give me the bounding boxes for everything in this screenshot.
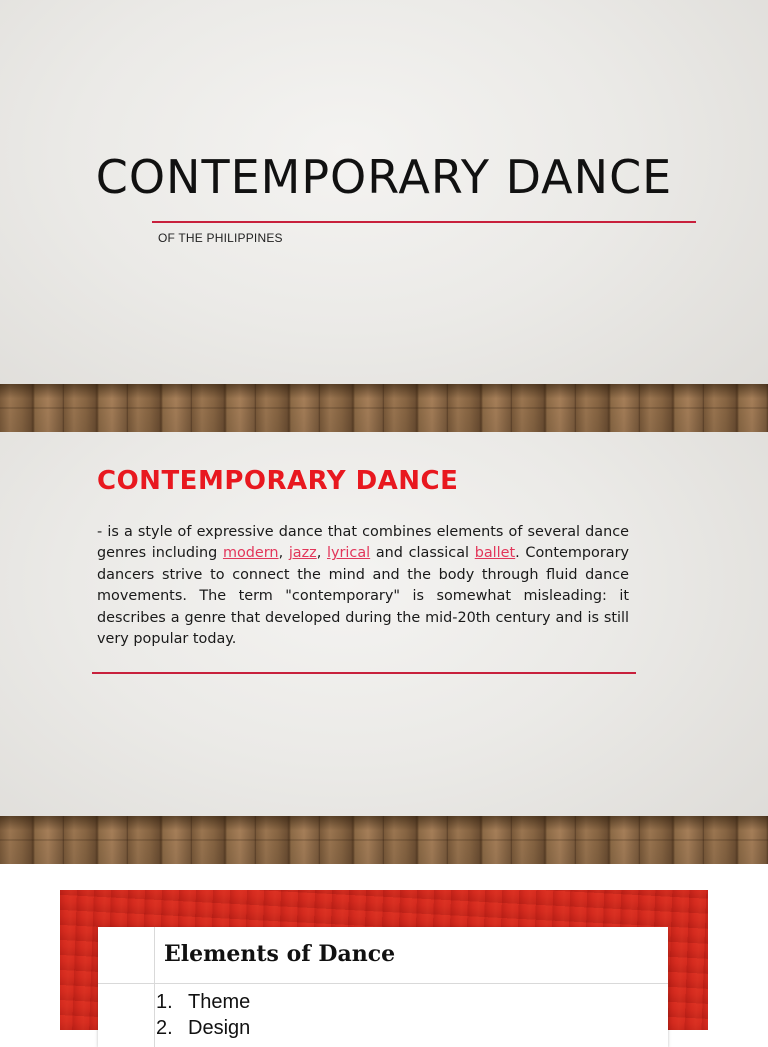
list-number: 1. xyxy=(156,991,173,1013)
link-lyrical[interactable]: lyrical xyxy=(327,545,371,562)
link-modern[interactable]: modern xyxy=(222,545,279,562)
card-horizontal-divider xyxy=(98,983,668,984)
slide-title: CONTEMPORARY DANCE xyxy=(95,150,673,204)
link-jazz[interactable]: jazz xyxy=(288,545,317,562)
definition-slide xyxy=(0,432,768,864)
list-number: 2. xyxy=(156,1017,173,1039)
link-ballet[interactable]: ballet xyxy=(474,545,516,562)
elements-list xyxy=(156,989,250,1041)
wood-floor-lines xyxy=(0,816,768,864)
wood-floor-lines xyxy=(0,384,768,432)
title-slide xyxy=(0,0,768,432)
card-vertical-divider xyxy=(154,927,155,1047)
body-text: and classical xyxy=(370,545,475,562)
definition-paragraph xyxy=(97,522,629,650)
elements-heading: Elements of Dance xyxy=(164,941,396,967)
elements-card xyxy=(98,927,668,1047)
list-item xyxy=(156,989,250,1015)
elements-slide xyxy=(0,864,768,1039)
section-divider xyxy=(92,672,636,674)
list-item xyxy=(156,1015,250,1041)
body-text: . Contemporary dancers strive to connect the mind and the body through fluid dance movements. The term "contemporary" is somewhat misleading: it describes a genre that developed during the mid-20th century and is still very popular today. xyxy=(97,545,630,648)
body-text: , xyxy=(278,545,289,562)
body-text: - is a style of expressive dance that combines elements of several dance genres including xyxy=(97,524,629,562)
section-heading: CONTEMPORARY DANCE xyxy=(97,466,459,496)
title-underline xyxy=(152,221,696,223)
slide-subtitle: OF THE PHILIPPINES xyxy=(158,231,283,245)
list-label: Theme xyxy=(188,991,251,1013)
list-label: Design xyxy=(188,1017,251,1039)
body-text: , xyxy=(316,545,327,562)
